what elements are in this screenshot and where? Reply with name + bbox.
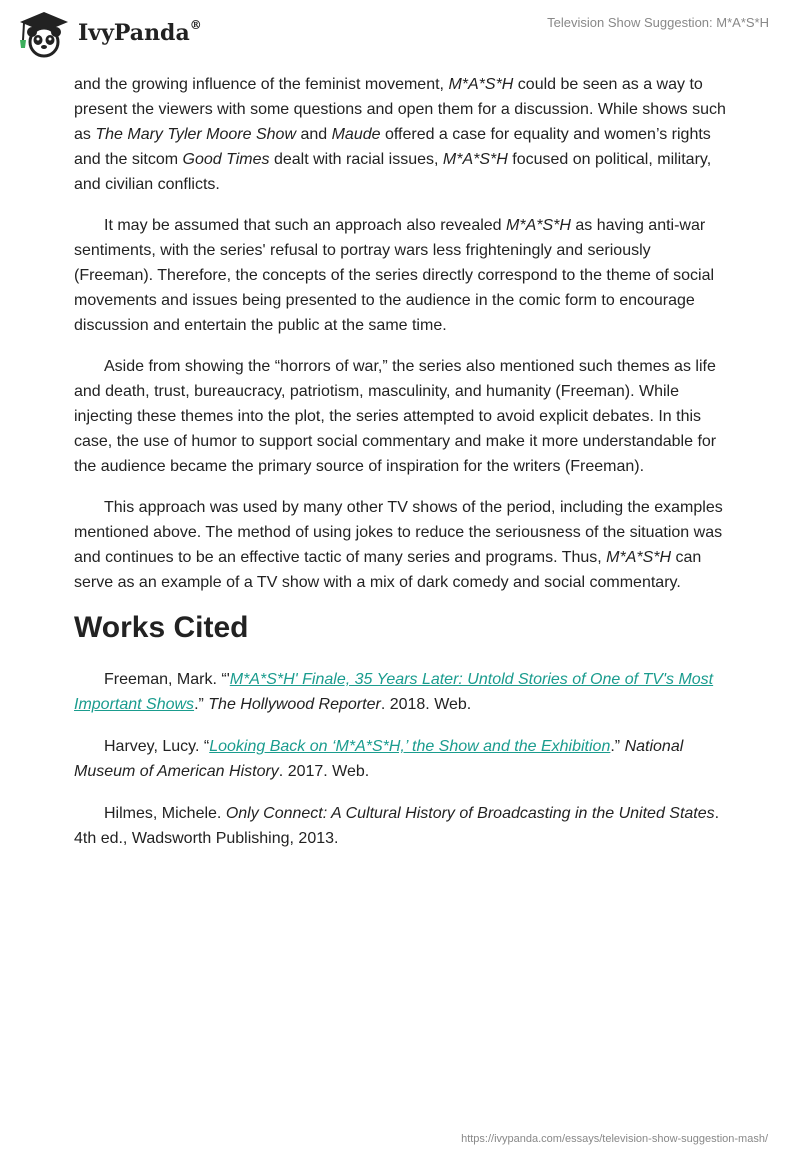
paragraph-2: It may be assumed that such an approach also revealed M*A*S*H as having anti-war sentiments, with the series' refusal to portray wars less frighteningly and seriously (Freeman). Therefore, the concepts of the series directly correspond to the theme of social movements and issues being presented to the audience in the comic form to encourage discussion and entertain the public at the same time. bbox=[74, 217, 715, 334]
paragraph-1: and the growing influence of the feminist movement, M*A*S*H could be seen as a way to present the viewers with some questions and open them for a discussion. While shows such as The Mary Tyler Moore Show and Maude offered a case for equality and women’s rights and the sitcom Good Times dealt with racial issues, M*A*S*H focused on political, military, and civilian conflicts. bbox=[74, 76, 726, 193]
citation-link-freeman[interactable]: M*A*S*H' Finale, 35 Years Later: Untold Stories of One of TV's Most Important Shows bbox=[74, 671, 714, 713]
brand-name: IvyPanda® bbox=[78, 18, 202, 46]
essay-content bbox=[74, 72, 726, 868]
paragraph-4: This approach was used by many other TV shows of the period, including the examples mentioned above. The method of using jokes to reduce the seriousness of the situation was and continues to be an effective tactic of many series and programs. Thus, M*A*S*H can serve as an example of a TV show with a mix of dark comedy and social commentary. bbox=[74, 499, 723, 591]
document-title: Television Show Suggestion: M*A*S*H bbox=[547, 15, 769, 30]
paragraph-3: Aside from showing the “horrors of war,” the series also mentioned such themes as life and death, trust, bureaucracy, patriotism, masculinity, and humanity (Freeman). While injecting these themes into the plot, the series attempted to avoid explicit debates. In this case, the use of humor to support social commentary and make it more understandable for the audience became the primary source of inspiration for the writers (Freeman). bbox=[74, 358, 717, 475]
citation-hilmes: Hilmes, Michele. Only Connect: A Cultural History of Broadcasting in the United States. 4th ed., Wadsworth Publishing, 2013. bbox=[74, 805, 720, 847]
citation-link-harvey[interactable]: Looking Back on ‘M*A*S*H,’ the Show and the Exhibition bbox=[209, 738, 611, 755]
citation-harvey: Harvey, Lucy. “Looking Back on ‘M*A*S*H,’ the Show and the Exhibition.” National Museum of American History. 2017. Web. bbox=[74, 738, 684, 780]
page-header bbox=[0, 0, 800, 70]
brand-logo[interactable] bbox=[14, 8, 204, 58]
panda-graduate-icon bbox=[14, 8, 76, 58]
footer-url[interactable]: https://ivypanda.com/essays/television-show-suggestion-mash/ bbox=[461, 1133, 768, 1145]
citation-freeman: Freeman, Mark. “'M*A*S*H' Finale, 35 Years Later: Untold Stories of One of TV's Most Important Shows.” The Hollywood Reporter. 2018. Web. bbox=[74, 671, 714, 713]
works-cited-heading: Works Cited bbox=[74, 611, 249, 644]
